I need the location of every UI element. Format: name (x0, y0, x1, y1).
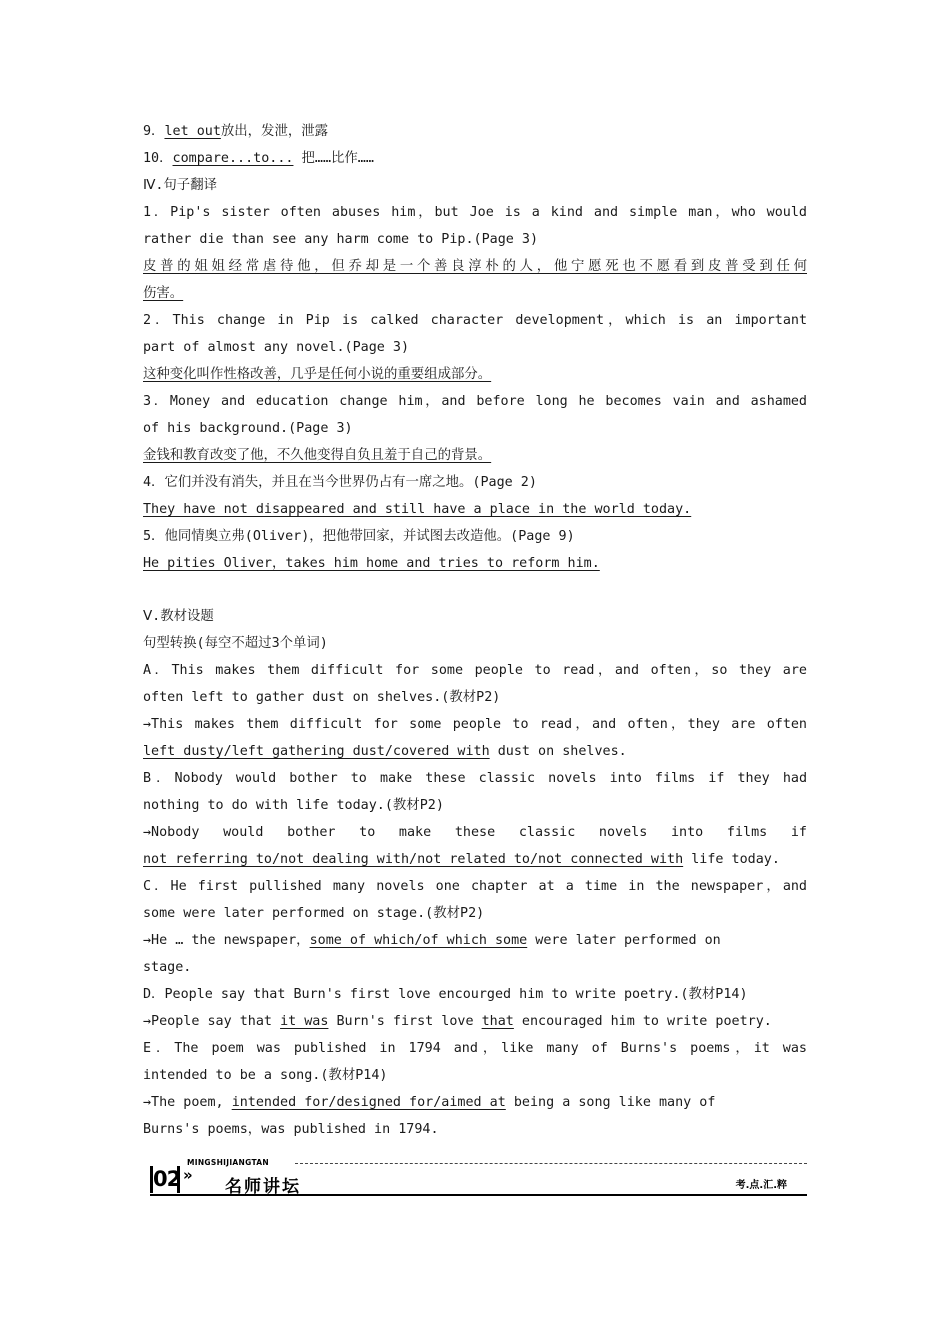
item-text: 放出，发泄，泄露 (220, 124, 329, 139)
answer-2 (143, 361, 807, 388)
exercise-d-line-1: D．People say that Burn's first love encourged him to write poetry.(教材P14) (143, 987, 748, 1002)
answer-blank: left dusty/left gathering dust/covered with (143, 744, 490, 759)
footer-pinyin: MINGSHIJIANGTAN (187, 1158, 269, 1167)
item-text: life today. (683, 852, 780, 867)
sentence-2-line-1: 2．This change in Pip is calked character development，which is an important (143, 313, 807, 328)
exercise-c-rewrite-line-2: stage. (143, 960, 192, 975)
footer-rule (150, 1194, 807, 1196)
double-chevron-icon: » (183, 1166, 193, 1184)
section-heading-translation: Ⅳ.句子翻译 (143, 178, 217, 193)
exercise-a-line-2: often left to gather dust on shelves.(教材P2) (143, 690, 501, 705)
item-text: dust on shelves. (489, 744, 627, 759)
exercise-b-line-2: nothing to do with life today.(教材P2) (143, 798, 444, 813)
item-text: 把……比作…… (293, 151, 374, 166)
exercise-b-rewrite-line-2 (143, 846, 807, 873)
item-number: 10． (143, 151, 173, 166)
exercise-e-rewrite-line-1 (143, 1089, 807, 1116)
item-number: 9． (143, 124, 165, 139)
item-text: Burn's first love (328, 1014, 482, 1029)
sentence-3-line-1: 3．Money and education change him，and before long he becomes vain and ashamed (143, 394, 807, 409)
sentence-1-line-2: rather die than see any harm come to Pip.(Page 3) (143, 232, 539, 247)
item-text: →People say that (143, 1014, 281, 1029)
answer-blank: let out (164, 124, 221, 139)
sentence-1-line-1: 1．Pip's sister often abuses him，but Joe is a kind and simple man，who would (143, 205, 807, 220)
item-text: →He … the newspaper， (143, 933, 310, 948)
answer-text: He pities Oliver，takes him home and tries to reform him. (143, 556, 600, 571)
exercise-e-line-1: E．The poem was published in 1794 and，like many of Burns's poems，it was (143, 1041, 807, 1056)
spacer (143, 577, 807, 603)
exercise-c-line-2: some were later performed on stage.(教材P2) (143, 906, 485, 921)
exercise-b-line-1: B．Nobody would bother to make these classic novels into films if they had (143, 771, 807, 786)
footer-dotted-line (295, 1163, 807, 1164)
vocab-item-9 (143, 118, 807, 145)
answer-blank: not referring to/not dealing with/not related to/not connected with (143, 852, 684, 867)
exercise-b-rewrite-line-1: →Nobody would bother to make these classic novels into films if (143, 825, 807, 840)
answer-blank: compare...to... (172, 151, 294, 166)
exercise-a-line-1: A．This makes them difficult for some people to read，and often，so they are (143, 663, 807, 678)
exercise-c-line-1: C．He first pullished many novels one chapter at a time in the newspaper，and (143, 879, 807, 894)
answer-blank: that (481, 1014, 514, 1029)
answer-text: 这种变化叫作性格改善，几乎是任何小说的重要组成部分。 (143, 367, 492, 382)
exercise-instruction: 句型转换(每空不超过3个单词) (143, 636, 328, 651)
answer-text: 伤害。 (143, 286, 184, 301)
answer-blank: some of which/of which some (309, 933, 528, 948)
footer-right-label: 考.点.汇.粹 (735, 1180, 787, 1191)
item-text: →The poem, (143, 1095, 232, 1110)
exercise-c-rewrite-line-1 (143, 927, 807, 954)
exercise-d-rewrite (143, 1008, 807, 1035)
section-heading-textbook: Ⅴ.教材设题 (143, 609, 214, 624)
answer-4 (143, 496, 807, 523)
answer-blank: intended for/designed for/aimed at (231, 1095, 506, 1110)
exercise-a-rewrite-line-2 (143, 738, 807, 765)
answer-blank: it was (280, 1014, 329, 1029)
answer-1-line-1: 皮普的姐姐经常虐待他，但乔却是一个善良淳朴的人，他宁愿死也不愿看到皮普受到任何 (143, 259, 807, 274)
section-footer-banner (150, 1160, 807, 1198)
sentence-3-line-2: of his background.(Page 3) (143, 421, 353, 436)
footer-section-number: 02 (150, 1166, 180, 1193)
sentence-2-line-2: part of almost any novel.(Page 3) (143, 340, 410, 355)
answer-text: They have not disappeared and still have a place in the world today. (143, 502, 692, 517)
item-text: encouraged him to write poetry. (513, 1014, 772, 1029)
item-text: were later performed on (527, 933, 721, 948)
item-text: being a song like many of (505, 1095, 716, 1110)
vocab-item-10 (143, 145, 807, 172)
exercise-e-line-2: intended to be a song.(教材P14) (143, 1068, 388, 1083)
answer-1-line-2 (143, 280, 807, 307)
sentence-5: 5．他同情奥立弗(Oliver)，把他带回家，并试图去改造他。(Page 9) (143, 529, 575, 544)
answer-5 (143, 550, 807, 577)
answer-3 (143, 442, 807, 469)
sentence-4: 4．它们并没有消失，并且在当今世界仍占有一席之地。(Page 2) (143, 475, 537, 490)
document-body (143, 118, 807, 1143)
exercise-a-rewrite-line-1: →This makes them difficult for some people to read，and often，they are often (143, 717, 807, 732)
exercise-e-rewrite-line-2: Burns's poems，was published in 1794. (143, 1122, 439, 1137)
footer-title: 名师讲坛 (225, 1177, 301, 1197)
answer-text: 金钱和教育改变了他，不久他变得自负且羞于自己的背景。 (143, 448, 492, 463)
